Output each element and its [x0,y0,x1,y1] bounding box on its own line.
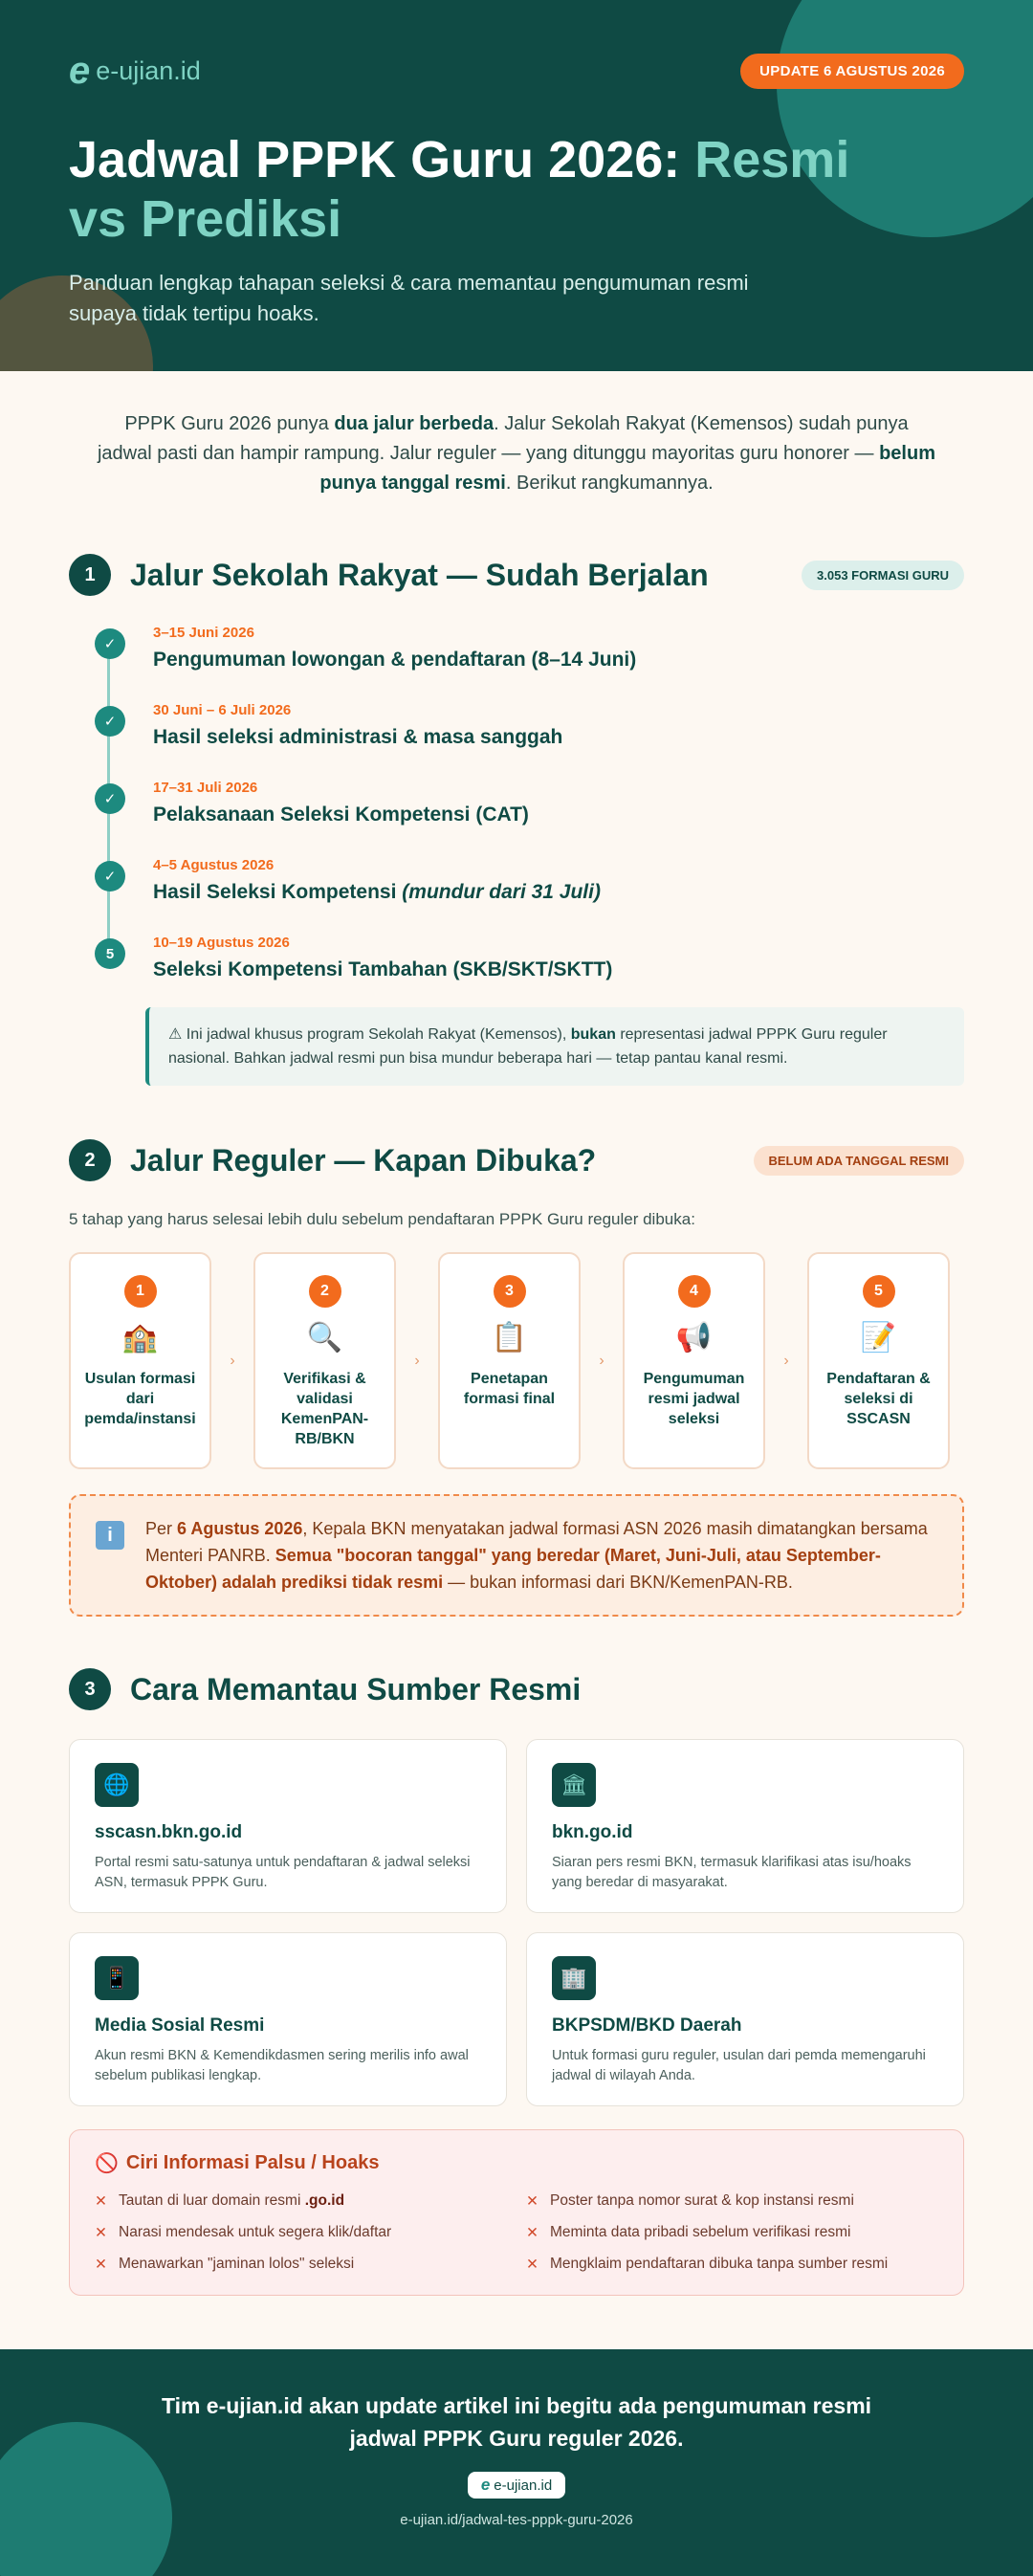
timeline-date: 10–19 Agustus 2026 [153,935,290,951]
hoax-item-text [550,2192,854,2211]
magnifier-icon: 🔍 [306,1322,343,1354]
step-card [807,1252,950,1469]
decor-circle [0,2422,172,2576]
source-cards [0,1739,1033,2106]
note-bold: bukan [570,1026,616,1043]
office-building-icon: 🏢 [552,1956,596,2000]
card-title: bkn.go.id [552,1822,633,1842]
section-title: Cara Memantau Sumber Resmi [130,1671,582,1706]
step-card [623,1252,765,1469]
card-desc: Untuk formasi guru reguler, usulan dari pemda memengaruhi jadwal di wilayah Anda. [552,2048,926,2083]
timeline-text [153,649,964,672]
info-bold: 6 Agustus 2026 [177,1519,303,1538]
bkn-statement-text [145,1515,937,1596]
chevron-right-icon: › [599,1352,604,1369]
hoax-item-text [119,2256,354,2274]
card-desc: Portal resmi satu-satunya untuk pendaftaran & jadwal seleksi ASN, termasuk PPPK Guru. [95,1855,471,1890]
step-number: 1 [124,1275,157,1308]
footer-logo-text: e-ujian.id [494,2477,553,2494]
hoax-text: Menawarkan "jaminan lolos" seleksi [119,2256,355,2272]
timeline-text [153,881,964,904]
intro-paragraph [0,371,1033,498]
hoax-item [95,2256,507,2274]
section-reguler [0,1139,1033,1617]
steps-intro: 5 tahap yang harus selesai lebih dulu sebelum pendaftaran PPPK Guru reguler dibuka: [69,1210,695,1228]
timeline-text [153,726,964,749]
hoax-warning-box [69,2129,964,2296]
timeline-item [105,933,964,990]
bkn-statement-box [69,1494,964,1617]
step-card [438,1252,581,1469]
note-text: representasi jadwal PPPK Guru reguler nasional. Bahkan jadwal resmi pun bisa mundur beberapa hari — tetap pantau kanal resmi. [168,1026,888,1067]
cross-icon: ✕ [526,2225,538,2241]
intro-text: . Berikut rangkumannya. [505,473,714,494]
hoax-bold: .go.id [304,2192,345,2209]
step-number: 2 [309,1275,341,1308]
step-number: 3 [494,1275,526,1308]
institution-icon: 🏛 [552,1763,596,1807]
timeline-label: Hasil Seleksi Kompetensi [153,881,403,903]
card-title: sscasn.bkn.go.id [95,1822,243,1842]
cross-icon: ✕ [95,2225,107,2241]
section-title-wrap [69,1668,581,1710]
section-header [0,1139,1033,1181]
hoax-item-text [550,2256,888,2274]
card-title: Media Sosial Resmi [95,2015,265,2036]
sekolah-rakyat-note [145,1007,964,1086]
hoax-item [526,2256,938,2274]
timeline-date: 30 Juni – 6 Juli 2026 [153,702,292,718]
formasi-pill: 3.053 FORMASI GURU [802,561,964,590]
hoax-list [95,2192,938,2274]
timeline-label: Pelaksanaan Seleksi Kompetensi (CAT) [153,804,529,826]
phone-icon: 📱 [95,1956,139,2000]
cross-icon: ✕ [526,2257,538,2273]
hoax-item [95,2192,507,2211]
hoax-text: Meminta data pribadi sebelum verifikasi resmi [550,2224,851,2240]
hoax-text: Narasi mendesak untuk segera klik/daftar [119,2224,392,2240]
section-title-wrap [69,1139,596,1181]
step-label: Verifikasi & validasi KemenPAN-RB/BKN [280,1371,369,1447]
step-card [69,1252,211,1469]
note-text: ⚠ Ini jadwal khusus program Sekolah Rakyat (Kemensos), [168,1026,571,1043]
step-label: Pendaftaran & seleksi di SSCASN [826,1371,931,1427]
source-card-social[interactable] [69,1932,507,2106]
timeline-item [103,623,964,700]
step-number: 5 [863,1275,895,1308]
footer-text: Tim e-ujian.id akan update artikel ini begitu ada pengumuman resmi jadwal PPPK Guru reguler 2026. [161,2393,872,2451]
timeline-item [103,700,964,778]
title-main: Jadwal PPPK Guru 2026: [69,131,695,188]
hoax-item-text [550,2224,850,2242]
hoax-item [526,2224,938,2242]
card-desc: Akun resmi BKN & Kemendikdasmen sering merilis info awal sebelum publikasi lengkap. [95,2048,469,2083]
timeline-text [153,958,964,981]
check-icon: ✓ [95,783,125,814]
logo-mark-icon: e [69,50,91,92]
source-card-sscasn[interactable] [69,1739,507,1913]
info-text: , Kepala BKN menyatakan jadwal formasi ASN 2026 masih dimatangkan bersama Menteri PANRB. [145,1519,928,1565]
title-accent: Resmi vs Prediksi [69,131,850,248]
check-icon: ✓ [95,706,125,737]
chevron-right-icon: › [230,1352,235,1369]
check-icon: ✓ [95,861,125,892]
hoax-title [95,2151,938,2175]
hoax-item [95,2224,507,2242]
step-label: Pengumuman resmi jadwal seleksi [643,1371,745,1427]
hero-top [69,52,964,90]
section-number: 1 [69,554,111,596]
intro-text: PPPK Guru 2026 punya [124,413,335,434]
section-number: 3 [69,1668,111,1710]
section-sumber-resmi [0,1668,1033,2296]
section-header [0,1668,1033,1710]
hero-header [0,0,1033,371]
timeline-date: 17–31 Juli 2026 [153,780,258,796]
info-bold: Semua "bocoran tanggal" yang beredar (Maret, Juni-Juli, atau September-Oktober) adalah prediksi tidak resmi [145,1546,881,1592]
card-desc: Siaran pers resmi BKN, termasuk klarifikasi atas isu/hoaks yang beredar di masyarakat. [552,1855,912,1890]
footer-url[interactable]: e-ujian.id/jadwal-tes-pppk-guru-2026 [400,2512,633,2528]
hoax-title-text: Ciri Informasi Palsu / Hoaks [125,2152,380,2173]
step-label: Usulan formasi dari pemda/instansi [84,1371,196,1427]
logo-mark-icon: e [480,2476,491,2494]
chevron-right-icon: › [414,1352,420,1369]
source-card-bkn[interactable] [526,1739,964,1913]
globe-icon: 🌐 [95,1763,139,1807]
intro-bold: belum punya tanggal resmi [319,443,935,494]
card-title: BKPSDM/BKD Daerah [552,2015,742,2036]
timeline [69,623,964,990]
page-title [69,130,853,249]
section-sekolah-rakyat [0,554,1033,1086]
step-number-icon: 5 [95,938,125,969]
megaphone-icon: 📢 [675,1322,713,1354]
info-text: — bukan informasi dari BKN/KemenPAN-RB. [443,1573,793,1592]
step-card [253,1252,396,1469]
info-icon: i [96,1521,124,1550]
no-date-pill: BELUM ADA TANGGAL RESMI [754,1146,965,1176]
update-badge: UPDATE 6 AGUSTUS 2026 [740,54,964,89]
intro-bold: dua jalur berbeda [334,413,495,434]
timeline-date: 3–15 Juni 2026 [153,625,254,641]
section-number: 2 [69,1139,111,1181]
hoax-item [526,2192,938,2211]
hoax-text: Mengklaim pendaftaran dibuka tanpa sumber resmi [550,2256,889,2272]
timeline-label: Pengumuman lowongan & pendaftaran (8–14 Juni) [153,649,637,671]
hoax-text: Tautan di luar domain resmi [119,2192,305,2209]
timeline-date: 4–5 Agustus 2026 [153,857,275,873]
step-number: 4 [678,1275,711,1308]
chevron-right-icon: › [783,1352,789,1369]
hoax-item-text [119,2224,391,2242]
source-card-bkpsdm[interactable] [526,1932,964,2106]
prohibited-icon: 🚫 [95,2153,119,2174]
cross-icon: ✕ [526,2193,538,2210]
timeline-item [103,778,964,855]
footer [0,2349,1033,2576]
info-text: Per [145,1519,178,1538]
footer-logo[interactable] [468,2472,565,2499]
timeline-item [103,855,964,933]
memo-icon: 📝 [860,1322,897,1354]
intro-text: . Jalur Sekolah Rakyat (Kemensos) sudah punya jadwal pasti dan hampir rampung. Jalur reguler — yang ditunggu mayoritas guru honorer — [97,413,909,464]
logo[interactable] [69,52,201,90]
logo-text: e-ujian.id [96,55,201,85]
section-title: Jalur Sekolah Rakyat — Sudah Berjalan [130,557,709,592]
page-subtitle: Panduan lengkap tahapan seleksi & cara memantau pengumuman resmi supaya tidak tertipu hoaks. [69,271,749,325]
section-header [0,554,1033,596]
timeline-text [153,804,964,826]
timeline-label: Seleksi Kompetensi Tambahan (SKB/SKT/SKTT) [153,958,613,980]
step-label: Penetapan formasi final [463,1371,556,1407]
timeline-label: Hasil seleksi administrasi & masa sanggah [153,726,563,748]
section-title-wrap [69,554,709,596]
section-title: Jalur Reguler — Kapan Dibuka? [130,1142,597,1178]
cross-icon: ✕ [95,2257,107,2273]
hoax-item-text [119,2192,344,2211]
check-icon: ✓ [95,628,125,659]
school-icon: 🏫 [121,1322,159,1354]
cross-icon: ✕ [95,2193,107,2210]
hoax-text: Poster tanpa nomor surat & kop instansi resmi [550,2192,854,2209]
clipboard-icon: 📋 [491,1322,528,1354]
steps-row [0,1252,1033,1469]
timeline-extra: (mundur dari 31 Juli) [402,881,601,903]
